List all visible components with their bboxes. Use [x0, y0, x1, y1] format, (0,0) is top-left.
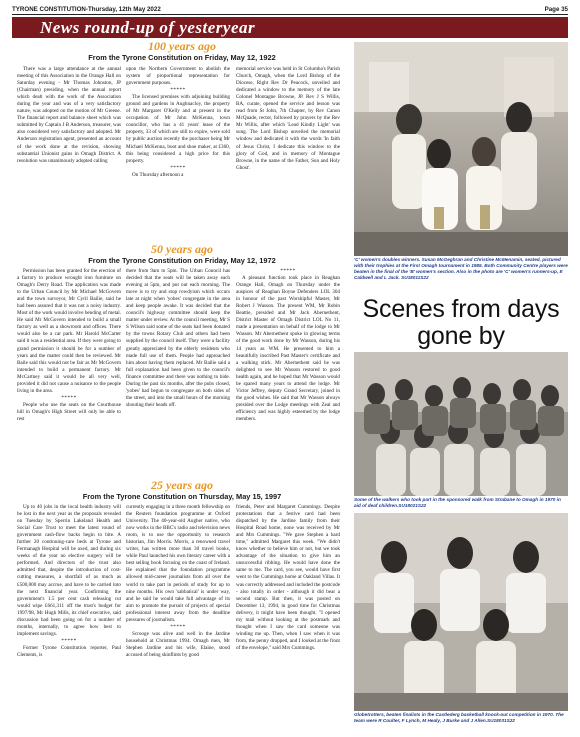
paragraph: there from 9am to 5pm. The Urban Council has decided that the seats will be taken away each evening at 5pm, and put out each morning. The move is to try and stop rowdyism which occurs late at night when 'yobes' congregate in the area and keep people awake. It was decided that the council's highway committee should keep the matter under review. At the council meeting, Mr S S Wilson said some of the seats had been donated by the towns Rotary Club and others had been supplied by the council itself. They were a facility greatly appreciated by the elderly residents who made full use of them. People had approached him about having them replaced. Mr Bailie said a full explanation had been given to the council's finance committee and there was nothing to hide. During the past six months, after the pubs closed, 'yobes' had begun to congregate on both sides of the street, and into the small hours of the morning shouting their heads off.: [126, 268, 230, 408]
banner-title: News round-up of yesteryear: [40, 18, 256, 37]
paragraph: People who use the seats on the Courthouse hill in Omagh's High Street will only be able to rest: [17, 401, 121, 422]
separator-stars: *****: [61, 637, 77, 644]
photo-image: [354, 42, 568, 256]
paragraph: upon the Northern Government to abolish the system of proportional representation for government purposes.: [126, 66, 230, 87]
photo-badminton-winners: [354, 42, 568, 256]
column-25-3: [236, 504, 340, 730]
paragraph: memorial service was held in St Columba's Parish Church, Omagh, when the Lord Bishop of the Diocese, Right Rev Dr Peacock, unveiled and dedicated a window to the memory of the late Colonel Montagne Browne, JP. Rev J S Willis, BA, curate, opened the service and lesson was read from St John, 7th Chapter, by Rev Canon McQuade, rector, followed by prayers by the Rev Mr Willis, after which 'Lead Kindly Light' was sung. The Lord Bishop unveiled the memorial window and dedicated it with the words 'In faith of Jesus Christ, I dedicate this window to the glory of God, and in memory of Montague Browne, in the name of the Father, Son and Holy Ghost'.: [236, 66, 340, 171]
column-25-2: [126, 504, 230, 730]
column-100-3: [236, 66, 340, 244]
column-25-1: [17, 504, 121, 730]
masthead-rule: [12, 14, 568, 15]
column-50-2: [126, 268, 230, 480]
heading-100-years: 100 years ago: [148, 39, 216, 53]
separator-stars: *****: [170, 164, 186, 171]
masthead: [12, 4, 568, 14]
column-50-3: [236, 268, 340, 480]
masthead-page-number: Page 35: [544, 5, 568, 13]
paragraph: currently engaging in a three month fellowship on the Reuters foundation programme at Oxford University. The 40-year-old Augher native, who now works in the BBC's radio and television news room, is to use the opportunity to research historian, Jim Morris. Morris, a renowned travel writer, has written more than 30 travel books, while Paul launched his own literary career with a best selling book focusing on the coast of Ireland. He explained that the foundation programme allowed mid-career journalists from all over the world to take part in periods of study for up to nine months. His own 'sabbatical' is under way, and he said he would take full advantage of its aim to promote the pursuit of projects of special professional interest away from the deadline pressures of journalism.: [126, 504, 230, 623]
paragraph: There was a large attendance at the annual meeting of this Association in the Orange Hall on Saturday evening - Mr Thomas Johnston, JP (Chairman) presiding, when the annual report which dealt with the work of the Association during the year and was of a very satisfactory nature, was adopted on the motion of Mr Greene. The financial report and balance sheet which was submitted by Captain J B Anderson, treasurer, was also considered very satisfactory and adopted. Mr Anderson registration agent, presented an account of the work done at the revision, showing substantial Unionist gains in Omagh District. A resolution was unanimously adopted calling: [17, 66, 121, 164]
column-100-1: [17, 66, 121, 244]
photo-image: [354, 513, 568, 711]
column-50-1: [17, 268, 121, 480]
paragraph: Permission has been granted for the erection of a factory to produce wrought iron furniture on Omagh's Derry Road. The application was made to the Urban Council by Mr Michael McGovern and the town surveyor, Mr Cyril Bailie, said he had been assured that it was not a noisy industry. Most of the work would involve bending of metal. He said Mr McGovern intended to build a small factory as well as a showroom and offices. There would also be a car park. Mr Harold McCarter said it was a residential area. If they were going to grand permission it should be for a number of years and the matter could then be reviewed. Mr Baile said this would not be fair as Mr McGovern intended to build a permanent factory. Mr McCartney said it would be all very well, provided it did not cause a nuisance to the people living in the area.: [17, 268, 121, 394]
separator-stars: *****: [170, 623, 186, 630]
paragraph: Up to 40 jobs in the local health industry will be lost in the next year as the proposals revealed on Tuesday by Sperrin Lakeland Health and Social Care Trust to meet the latest round of government cash-flow backs begin to bite. A further 20 continuing-care beds at Tyrone and Fermanagh Hospital will be axed, and during six weeks of the year no elective surgery will be performed. And directors of the trust also admitted that, despite the introduction of cost-cutting measures, a shortfall of as much as £500,000 may accrue, and have to be carried into the next financial year. Confirming the government's 1.5 per cent cash releasing cut would wipe £661,311 off the trust's budget for 1997/98, Mr Hugh Mills, its chief executive, said discussion had been going on for a number of months, internally, to agree how best to implement savings.: [17, 504, 121, 637]
feature-title: Scenes from days gone by: [362, 295, 560, 350]
caption-sponsored-walkers: Some of the walkers who took part in the sponsored walk from Strabane to Omagh in 1970 in aid of deaf children.SU18021S22: [354, 497, 561, 508]
paragraph: On Thursday afternoon a: [132, 171, 184, 178]
separator-stars: *****: [61, 394, 77, 401]
subheading-100-years: From the Tyrone Constitution on Friday, May 12, 1922: [88, 53, 276, 62]
paragraph: A pleasant function took place in Reaghan Orange Hall, Omagh on Thursday under the auspices of Reaghan Boyne Defenders LOL 304 in honour of the past Worshipful Master, Mr Robert J Wasson. The present WM, Mr Robin Beattie, presided and Mr Jack Abernethent, District Master of Omagh District LOL No 11, made a presentation on behalf of the lodge to Mr Wasson. Mr Abernethent spoke in glowing terms of the good work done by Mr Wasson, during his 14 years as WM. He presented to him a beautifully inscribed Past Master's certificate and a walking stick. Mr Abernethent said he was delighted to see Mr Wasson restored to good health again, and he hoped that Mr Wasson would be spared many years to attend the lodge. Mr Victor Jeffrey, deputy Grand Secretary, joined in the good wishes. He said that Mr Wasson always presided over the Lodge meetings with Zeal and efficiency and was highly esteemed by the lodge members.: [236, 275, 340, 422]
subheading-25-years: From the Tyrone Constitution on Thursday, May 15, 1997: [82, 492, 282, 501]
paragraph: Scrooge was alive and well in the Jardine household at Christmas 1994. Omagh men, Mr Stephen Jardine and his wife, Elaine, stood accused of being skinflints by good: [126, 630, 230, 658]
heading-25-years: 25 years ago: [151, 478, 213, 492]
caption-globetrotters-team: Globetrotters, beaten finalists in the Castlederg basketball knock-out competition in 1970. The team were R Coulter, F Lynch, M Healy, J Burke and J Allen.SU18031S22: [354, 712, 564, 723]
paragraph: The licensed premises with adjoining building ground and gardens in Aughnacloy, the property of Mr Margaret O'Kelly and at present in the occupation of Mr John McKenna, town councillor, who has a 41 years' lease of the property, 33 of which are still to expire, were sold by public auction recently the purchaser being Mr Michael McKenna, boot and shoe maker, at £360, this being considered a high price for this property.: [126, 94, 230, 164]
column-100-2: [126, 66, 230, 244]
photo-globetrotters-team: [354, 513, 568, 711]
photo-sponsored-walkers: [354, 352, 568, 496]
separator-stars: *****: [280, 268, 296, 274]
caption-badminton-winners: 'C' women's doubles winners. Susan McGeghran and Christine McMenamin, seated, pictured with their trophies at the First Omagh tournament in 1985. Both Community Centre players were beaten in the final of the 'B' women's section. Also in the photo are 'C' women's runners-up, E Caldwell and L Jack. SU18011S22: [354, 257, 568, 280]
separator-stars: *****: [170, 87, 186, 94]
subheading-50-years: From the Tyrone Constitution on Friday, May 12, 1972: [88, 256, 276, 265]
paragraph: friends, Peter and Margaret Cummings. Despite protestations that a festive card had been dispatched by the Jardine family from their Hospital Road home, none was received by Mr and Mrs Cummings. "We gave Stephen a hard time," admitted Margaret this week. "We didn't know whether to believe him or not, but we took advantage of the situation to give him an unsuccessful ribbing. He would have done the same to me. The card, you see, would have first went to the Cummings home at Oakland Villas. It was correctly addressed and included the postcode - also totally in order - although it did bear a second stamp. But then, it was posted on December 13, 1994, in good time for Christmas delivery, it might have been thought. "I opened my mail without looking at the postmark and thought when I saw the card someone was winding me up. Then, when I saw when it was from, the penny dropped, and I looked at the front of the envelope," said Mrs Cummings.: [236, 504, 340, 651]
paragraph: Former Tyrone Constitution reporter, Paul Clements, is: [17, 644, 121, 658]
heading-50-years: 50 years ago: [151, 242, 213, 256]
masthead-paper: TYRONE CONSTITUTION-Thursday, 12th May 2022: [12, 5, 161, 13]
section-banner: [12, 17, 568, 38]
photo-image: [354, 352, 568, 496]
